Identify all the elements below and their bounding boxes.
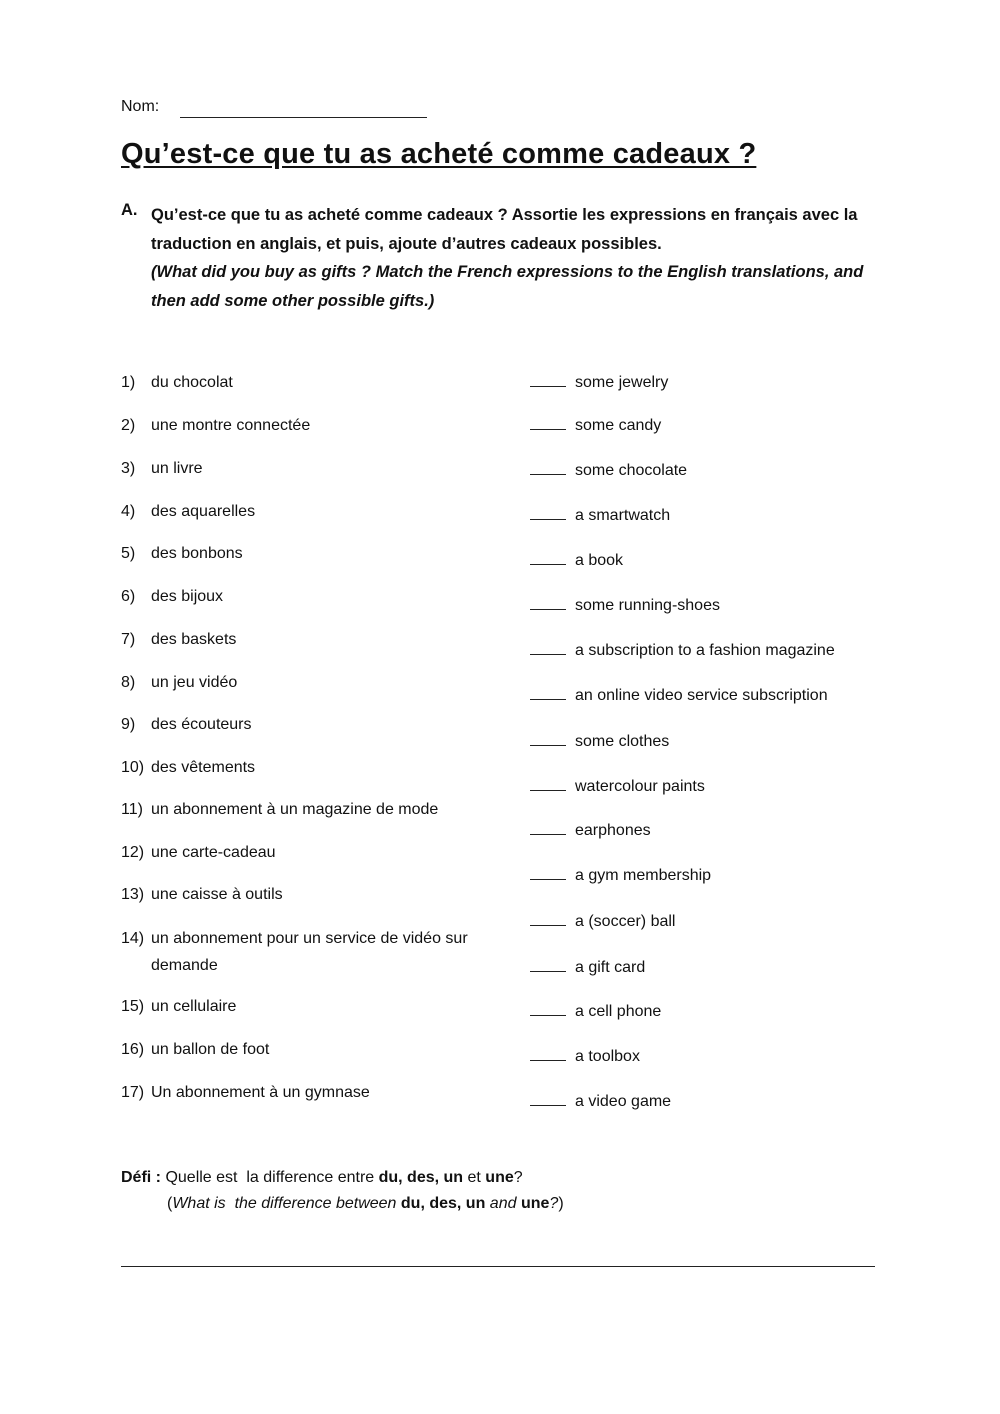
french-item xyxy=(121,801,438,819)
french-item-number: 12) xyxy=(121,844,145,861)
english-item xyxy=(530,552,623,570)
french-item xyxy=(121,631,236,649)
english-item-text: an online video service subscription xyxy=(575,687,828,704)
instruction-english: (What did you buy as gifts ? Match the French expressions to the English translations, and then add some other possible gifts.) xyxy=(151,263,864,310)
english-item xyxy=(530,462,687,480)
french-item-text: des vêtements xyxy=(151,759,256,776)
english-item-text: some jewelry xyxy=(575,374,669,391)
section-a-instructions xyxy=(151,201,891,315)
english-item xyxy=(530,507,670,525)
english-item xyxy=(530,1093,671,1111)
french-item-number: 3) xyxy=(121,460,136,477)
french-item-number: 17) xyxy=(121,1084,145,1101)
french-item-text: un abonnement pour un service de vidéo sur demande xyxy=(151,930,468,974)
match-blank[interactable] xyxy=(530,462,566,475)
french-item xyxy=(121,417,310,435)
english-item-text: some chocolate xyxy=(575,462,688,479)
french-item xyxy=(121,844,276,862)
name-answer-line[interactable] xyxy=(180,117,427,118)
french-item xyxy=(121,1084,370,1102)
english-item xyxy=(530,374,668,392)
defi-question xyxy=(121,1169,523,1187)
french-item-text: une carte-cadeau xyxy=(151,844,276,861)
french-item xyxy=(121,759,255,777)
match-blank[interactable] xyxy=(530,1048,566,1061)
match-blank[interactable] xyxy=(530,552,566,565)
french-item xyxy=(121,460,203,478)
paren-close: ) xyxy=(558,1195,564,1212)
french-item-text: un cellulaire xyxy=(151,998,237,1015)
match-blank[interactable] xyxy=(530,913,566,926)
defi-en-text: What is the difference between xyxy=(172,1195,401,1212)
match-blank[interactable] xyxy=(530,733,566,746)
name-label: Nom: xyxy=(121,98,160,115)
french-item-number: 14) xyxy=(121,930,145,947)
french-item-number: 15) xyxy=(121,998,145,1015)
french-item-number: 9) xyxy=(121,716,136,733)
english-item xyxy=(530,1048,640,1066)
instruction-french: Qu’est-ce que tu as acheté comme cadeaux ? Assortie les expressions en français avec la traduction en anglais, et puis, ajoute d’autres cadeaux possibles. xyxy=(151,206,858,253)
french-item xyxy=(121,716,252,734)
french-item-text: une montre connectée xyxy=(151,417,311,434)
french-item xyxy=(121,886,283,904)
french-item-text: des bonbons xyxy=(151,545,243,562)
match-blank[interactable] xyxy=(530,687,566,700)
english-item-text: some candy xyxy=(575,417,662,434)
english-item xyxy=(530,417,661,435)
english-item-text: some clothes xyxy=(575,733,670,750)
match-blank[interactable] xyxy=(530,374,566,387)
french-item-text: des écouteurs xyxy=(151,716,252,733)
french-item-number: 2) xyxy=(121,417,136,434)
french-item-text: des aquarelles xyxy=(151,503,256,520)
english-item-text: a subscription to a fashion magazine xyxy=(575,642,835,659)
english-item-text: earphones xyxy=(575,822,651,839)
french-item-number: 13) xyxy=(121,886,145,903)
french-item-text: des baskets xyxy=(151,631,237,648)
match-blank[interactable] xyxy=(530,642,566,655)
match-blank[interactable] xyxy=(530,507,566,520)
english-item-text: a cell phone xyxy=(575,1003,662,1020)
match-blank[interactable] xyxy=(530,822,566,835)
defi-text: Quelle est la difference entre xyxy=(161,1169,379,1186)
french-item-number: 7) xyxy=(121,631,136,648)
french-item-text: un abonnement à un magazine de mode xyxy=(151,801,439,818)
defi-en-text: ? xyxy=(549,1195,559,1212)
match-blank[interactable] xyxy=(530,1093,566,1106)
match-blank[interactable] xyxy=(530,597,566,610)
french-item-number: 10) xyxy=(121,759,145,776)
english-item-text: a (soccer) ball xyxy=(575,913,676,930)
english-item-text: watercolour paints xyxy=(575,778,705,795)
defi-text: ? xyxy=(513,1169,523,1186)
english-item xyxy=(530,778,705,796)
french-item-text: des bijoux xyxy=(151,588,224,605)
paren-open: ( xyxy=(167,1195,173,1212)
french-item-text: un jeu vidéo xyxy=(151,674,238,691)
english-item xyxy=(530,733,669,751)
english-item xyxy=(530,642,835,660)
french-item-text: un livre xyxy=(151,460,203,477)
french-item-number: 11) xyxy=(121,801,143,818)
page-title: Qu’est-ce que tu as acheté comme cadeaux ? xyxy=(121,138,757,170)
match-blank[interactable] xyxy=(530,959,566,972)
defi-en-bold-articles: du, des, un xyxy=(400,1195,486,1212)
defi-bold-articles: du, des, un xyxy=(378,1169,464,1186)
section-a-letter: A. xyxy=(121,201,138,219)
french-item xyxy=(121,588,223,606)
defi-answer-line[interactable] xyxy=(121,1266,875,1267)
match-blank[interactable] xyxy=(530,1003,566,1016)
french-item xyxy=(121,503,255,521)
defi-en-text: and xyxy=(485,1195,521,1212)
french-item xyxy=(121,545,243,563)
french-item-number: 6) xyxy=(121,588,136,605)
defi-text: et xyxy=(463,1169,486,1186)
defi-label: Défi : xyxy=(121,1169,161,1186)
french-item xyxy=(121,998,236,1016)
defi-english-question xyxy=(167,1195,564,1213)
french-item-number: 5) xyxy=(121,545,136,562)
english-item-text: some running-shoes xyxy=(575,597,720,614)
english-item-text: a gym membership xyxy=(575,867,712,884)
french-item xyxy=(121,1041,269,1059)
french-item-text: une caisse à outils xyxy=(151,886,283,903)
english-item xyxy=(530,913,675,931)
english-item-text: a gift card xyxy=(575,959,646,976)
french-item-text: Un abonnement à un gymnase xyxy=(151,1084,370,1101)
french-item-number: 1) xyxy=(121,374,136,391)
english-item xyxy=(530,959,645,977)
english-item-text: a video game xyxy=(575,1093,672,1110)
english-item xyxy=(530,822,651,840)
english-item-text: a toolbox xyxy=(575,1048,640,1065)
defi-en-bold-une: une xyxy=(520,1195,550,1212)
french-item xyxy=(121,674,237,692)
english-item xyxy=(530,1003,661,1021)
english-item-text: a smartwatch xyxy=(575,507,671,524)
french-item-number: 4) xyxy=(121,503,136,520)
english-item xyxy=(530,867,711,885)
english-item xyxy=(530,687,828,705)
french-item-text: un ballon de foot xyxy=(151,1041,270,1058)
french-item-number: 8) xyxy=(121,674,136,691)
french-item xyxy=(121,925,481,979)
match-blank[interactable] xyxy=(530,867,566,880)
defi-bold-une: une xyxy=(485,1169,514,1186)
french-item xyxy=(121,374,233,392)
french-item-number: 16) xyxy=(121,1041,145,1058)
english-item-text: a book xyxy=(575,552,624,569)
match-blank[interactable] xyxy=(530,417,566,430)
english-item xyxy=(530,597,720,615)
french-item-text: du chocolat xyxy=(151,374,233,391)
match-blank[interactable] xyxy=(530,778,566,791)
